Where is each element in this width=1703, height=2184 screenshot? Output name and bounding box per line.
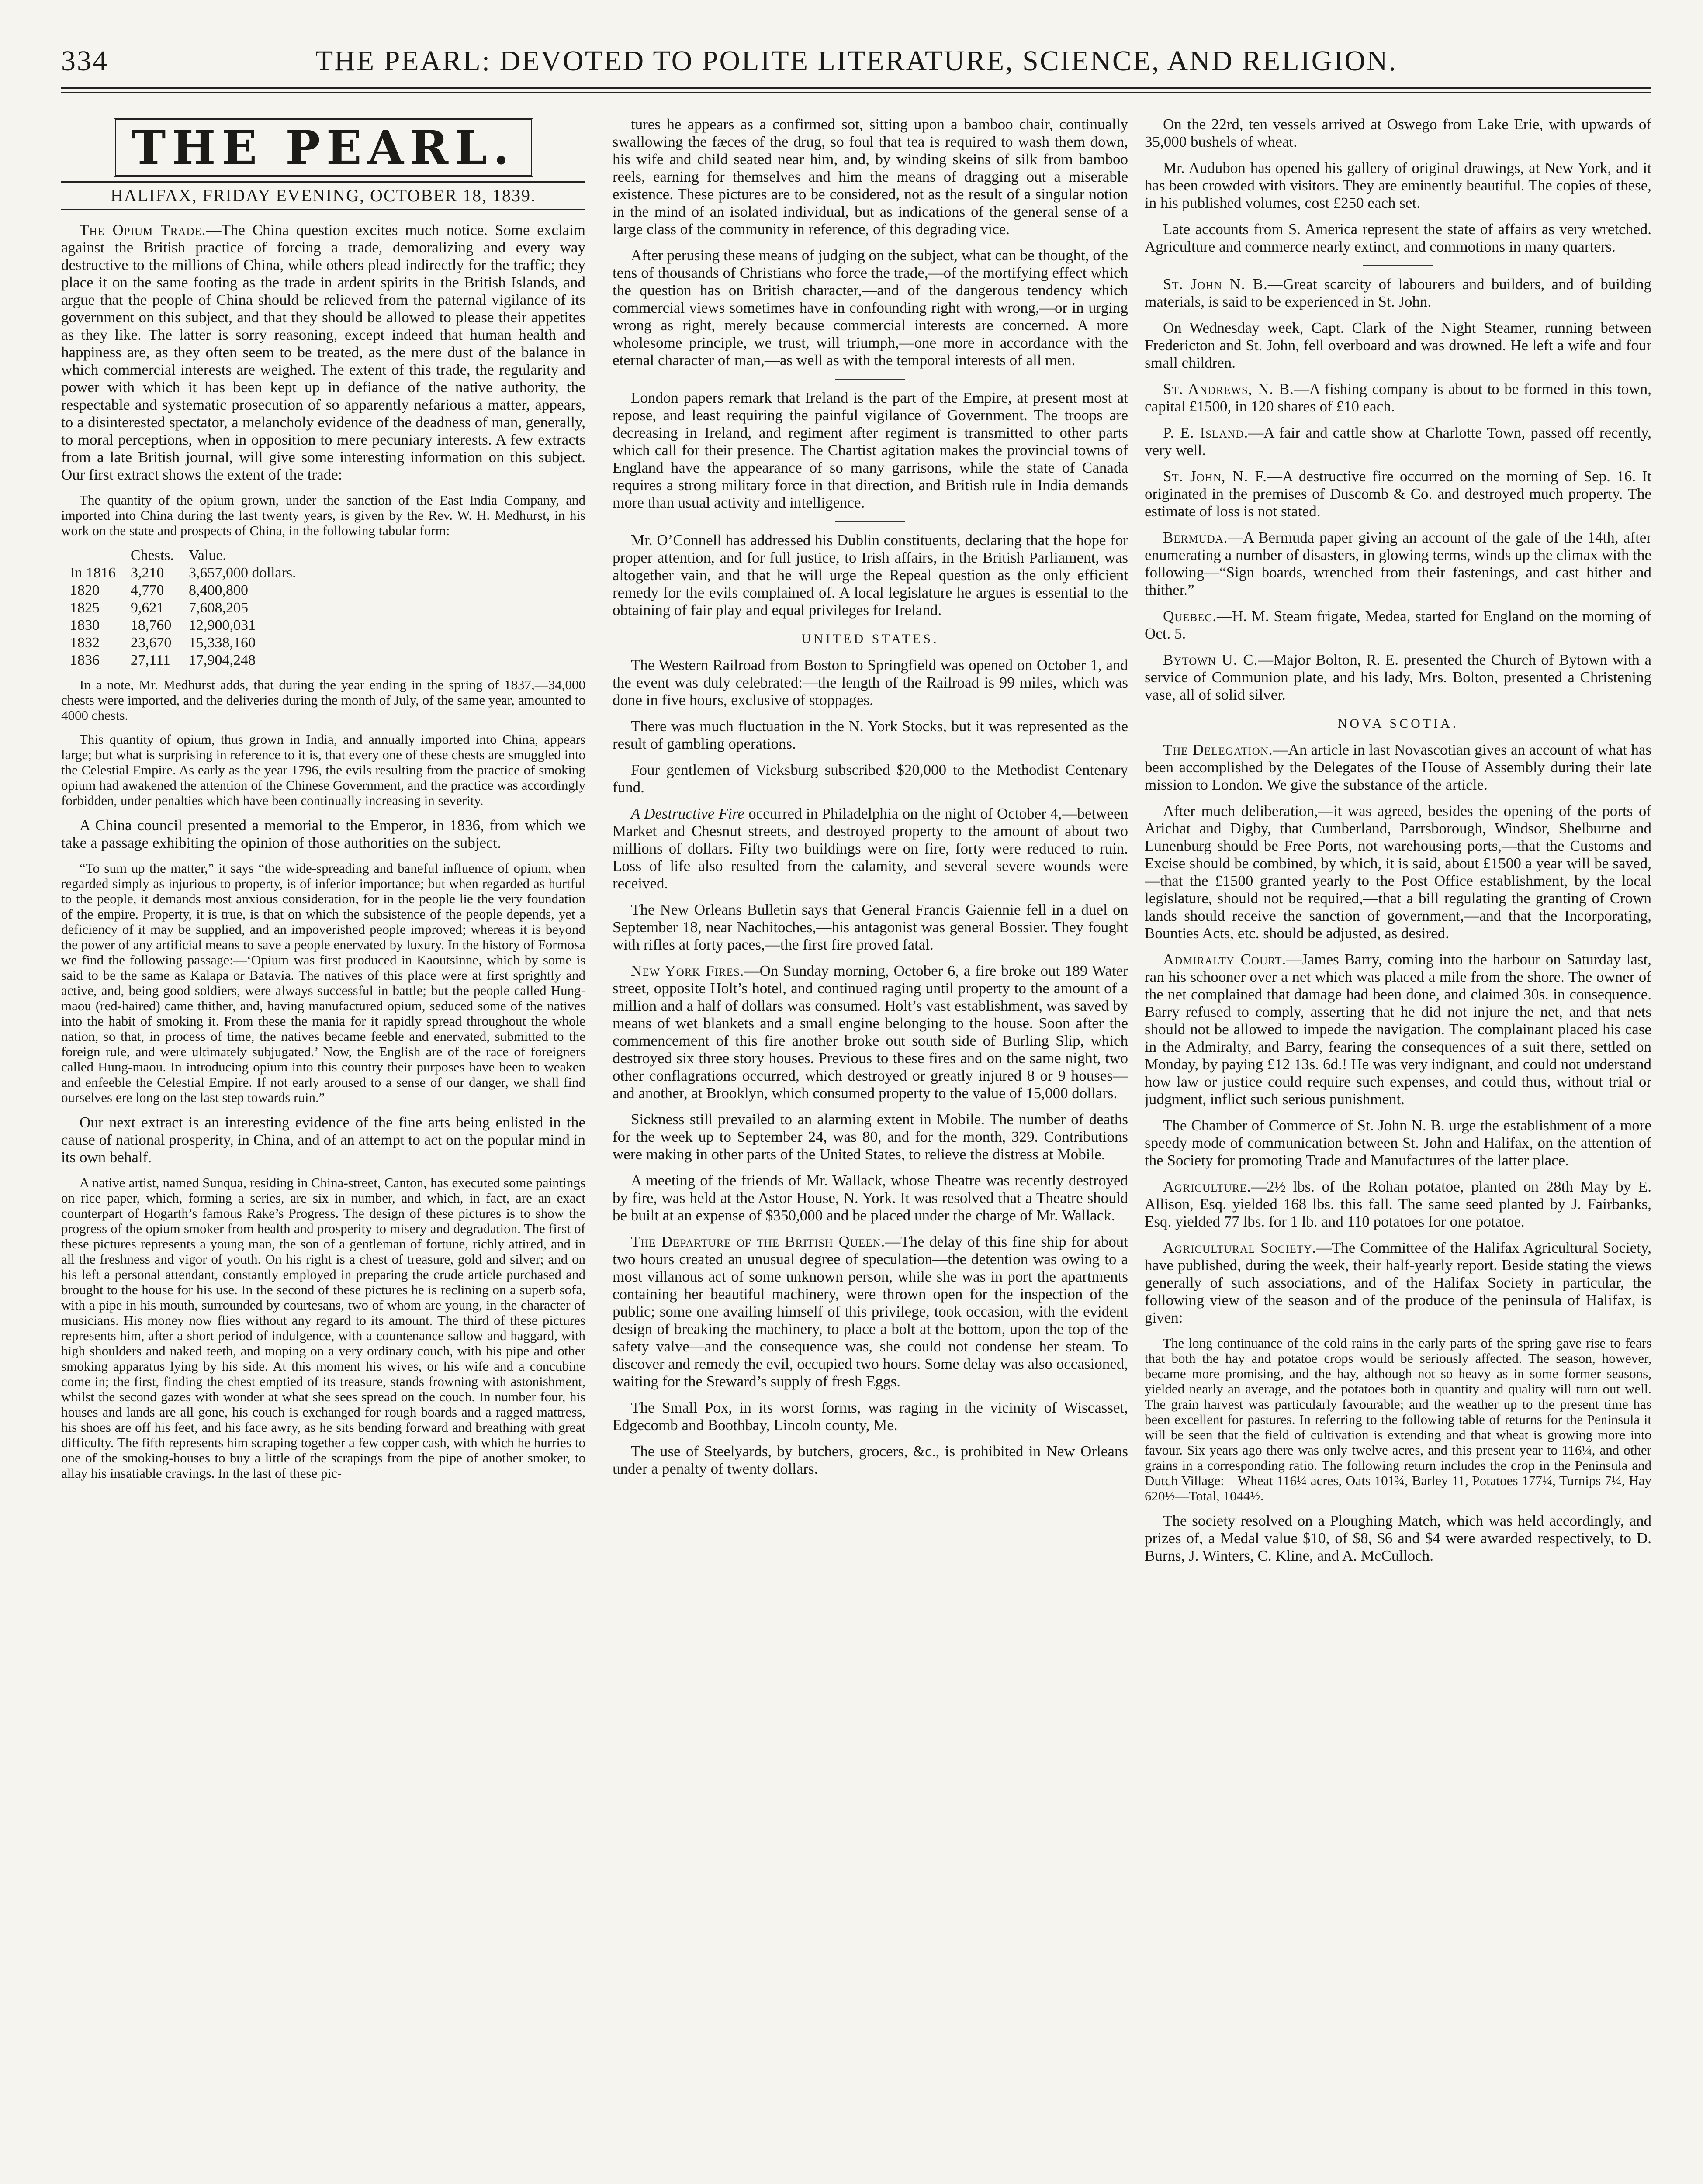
table-cell: 3,210: [130, 565, 164, 581]
article-heading: Quebec.: [1163, 608, 1217, 625]
article-agriculture: [1145, 1178, 1651, 1230]
paragraph: Mr. O’Connell has addressed his Dublin constituents, declaring that the hope for proper attention, and for full justice, to Irish affairs, in the British Parliament, was altogether vain, and that he will urge the Repeal question as the only efficient remedy for the evils complained of. A local legislature he argues is essential to the obtaining of fair play and equal privileges for Ireland.: [613, 532, 1128, 619]
column-3: [1145, 116, 1651, 2184]
paragraph: On Wednesday week, Capt. Clark of the Night Steamer, running between Fredericton and St. John, fell overboard and was drowned. He left a wife and four small children.: [1145, 319, 1651, 371]
paragraph: The Chamber of Commerce of St. John N. B. urge the establishment of a more speedy mode of communication between St. John and Halifax, on the attention of the Society for promoting Trade and Manufactures of the latter place.: [1145, 1117, 1651, 1169]
paragraph: There was much fluctuation in the N. York Stocks, but it was represented as the result of gambling operations.: [613, 718, 1128, 752]
article-text: —A fishing company is about to be formed in this town, capital £1500, in 120 shares of £10 each.: [1145, 380, 1651, 415]
divider: [835, 521, 905, 522]
extract-paragraph: In a note, Mr. Medhurst adds, that during the year ending in the spring of 1837,—34,000 chests were imported, and the deliveries during the month of July, of the same year, amounted to 4000 chests.: [61, 677, 585, 723]
article-heading: The Departure of the British Queen.: [631, 1233, 886, 1250]
extract-paragraph: The quantity of the opium grown, under the sanction of the East India Company, and imported into China during the last twenty years, is given by the Rev. W. H. Medhurst, in his work on the state and prospects of China, in the following tabular form:—: [61, 492, 585, 538]
table-header: Value.: [189, 547, 226, 563]
paragraph: Sickness still prevailed to an alarming extent in Mobile. The number of deaths for the week up to September 24, was 80, and for the month, 329. Contributions were making in other parts of the United States, to relieve the distress at Mobile.: [613, 1111, 1128, 1163]
table-cell: 4,770: [130, 582, 164, 598]
masthead: [61, 119, 585, 176]
column-1: [61, 116, 585, 2184]
article-heading: Admiralty Court.: [1163, 951, 1287, 968]
extract-paragraph: A native artist, named Sunqua, residing in China-street, Canton, has executed some paintings on rice paper, which, forming a series, are six in number, and which, in fact, are an exact counterpart of Hogarth’s famous Rake’s Progress. The design of these pictures is to show the progress of the opium smoker from health and prosperity to misery and degradation. The first of these pictures represents a young man, the son of a gentleman of fortune, richly attired, and in all the freshness and vigor of youth. On his right is a chest of treasure, gold and silver; and on his left a personal attendant, constantly employed in preparing the crude article purchased and brought to the house for his use. In the second of these pictures he is reclining on a superb sofa, with a pipe in his mouth, surrounded by courtesans, two of whom are young, in the character of musicians. His money now flies without any regard to its amount. The third of these pictures represents him, after a short period of indulgence, with a countenance sallow and haggard, with high shoulders and naked teeth, and moping on a very ordinary couch, with his pipe and other smoking apparatus lying by his side. At this moment his wives, or his wife and a concubine come in; the first, finding the chest emptied of its treasure, stands frowning with astonishment, whilst the second gazes with wonder at what she sees spread on the couch. In number four, his houses and lands are all gone, his couch is exchanged for rough boards and a ragged mattress, his shoes are off his feet, and his face awry, as he sits bending forward and breathing with great difficulty. The fifth represents him scraping together a few copper cash, with which he hurries to one of the smoking-houses to buy a little of the scrapings from the pipe of another smoker, to allay his insatiable cravings. In the last of these pic-: [61, 1175, 585, 1481]
table-cell: In 1816: [70, 565, 116, 581]
column-2: [613, 116, 1128, 2184]
extract-paragraph: This quantity of opium, thus grown in India, and annually imported into China, appears large; but what is surprising in reference to it is, that every one of these chests are smuggled into the Celestial Empire. As early as the year 1796, the evils resulting from the practice of smoking opium had awakened the attention of the Chinese Government, and the practice was accordingly forbidden, under penalties which have been continually increasing in severity.: [61, 732, 585, 808]
table-row: [70, 599, 311, 617]
paragraph: Mr. Audubon has opened his gallery of original drawings, at New York, and it has been crowded with visitors. They are eminently beautiful. The copies of these, in his published volumes, cost £250 each set.: [1145, 159, 1651, 211]
article-delegation: [1145, 741, 1651, 794]
table-cell: 3,657,000 dollars.: [189, 565, 296, 581]
table-cell: 1836: [70, 652, 100, 668]
article-heading: St. Andrews, N. B.: [1163, 380, 1294, 397]
table-cell: 8,400,800: [189, 582, 249, 598]
article-text: —H. M. Steam frigate, Medea, started for England on the morning of Oct. 5.: [1145, 608, 1651, 642]
paragraph: After perusing these means of judging on the subject, what can be thought, of the tens of thousands of Christians who force the trade,—of the mortifying effect which the question has on British character,—and of the dangerous tendency which commercial views sometimes have in confounding right with wrong,—or in urging wrong as right, merely because commercial interests are concerned. A more wholesome principle, we trust, will triumph,—one more in accordance with the eternal character of man,—as well as with the temporal interests of all men.: [613, 247, 1128, 369]
divider: [835, 379, 905, 380]
article-heading: Agriculture.: [1163, 1178, 1252, 1195]
article-bermuda: [1145, 529, 1651, 599]
article-text: —The China question excites much notice. Some exclaim against the British practice of forcing a trade, demoralizing and every way destructive to the millions of China, while others plead indirectly for the traffic; they place it on the same footing as the trade in ardent spirits in the British Islands, and argue that the people of China should be relieved from the paternal vigilance of its government on this subject, and that they should be allowed to please their appetites as they like. The latter is sorry reasoning, except indeed that human health and happiness are, as they often seem to be treated, as the mere dust of the balance in which commercial interests are weighed. The extent of this trade, the regularity and power with which it has been kept up in defiance of the native authority, the respectable and systematic prosecution of so apparently nefarious a matter, appears, to a disinterested spectator, a melancholy evidence of the deadness of man, generally, to moral perceptions, when in opposition to mere pecuniary interests. A few extracts from a late British journal, will give some interesting information on this subject. Our first extract shows the extent of the trade:: [61, 221, 585, 483]
article-text: —The Committee of the Halifax Agricultural Society, have published, during the week, their half-yearly report. Beside stating the views generally of such associations, and of the Halifax Society in particular, the following view of the season and of the produce of the peninsula of Halifax, is given:: [1145, 1239, 1651, 1326]
table-header: [70, 547, 131, 564]
article-heading: New York Fires.: [631, 962, 744, 979]
table-cell: 18,760: [130, 617, 172, 633]
paragraph: Four gentlemen of Vicksburg subscribed $20,000 to the Methodist Centenary fund.: [613, 761, 1128, 796]
table-cell: 7,608,205: [189, 600, 249, 616]
article-text: —James Barry, coming into the harbour on Saturday last, ran his schooner over a net which was placed a mile from the shore. The owner of the net complained that damage had been done, and claimed 30s. in consequence. Barry refused to comply, asserting that he did not injure the net, and that nets should not be allowed to impede the navigation. The complainant placed his case in the Admiralty, and Barry, fearing the consequences of a suit there, settled on Monday, by paying £12 13s. 6d.! He was very indignant, and could not understand how law or justice could require such expenses, and could thus, without trial or judgment, inflict such serious punishment.: [1145, 951, 1651, 1108]
article-st-john-nb: [1145, 276, 1651, 311]
running-head: [61, 37, 1651, 85]
article-admiralty-court: [1145, 951, 1651, 1108]
opium-table: [70, 547, 311, 669]
dateline: HALIFAX, FRIDAY EVENING, OCTOBER 18, 1839.: [61, 181, 585, 210]
article-text: —Major Bolton, R. E. presented the Church of Bytown with a service of Communion plate, and his lady, Mrs. Bolton, presented a Christening vase, all of solid silver.: [1145, 651, 1651, 703]
article-heading: Agricultural Society.: [1163, 1239, 1316, 1256]
section-heading: UNITED STATES.: [801, 632, 939, 646]
article-heading: The Opium Trade.: [80, 221, 206, 238]
article-st-andrews: [1145, 380, 1651, 415]
table-cell: 1820: [70, 582, 100, 598]
article-st-john-nf: [1145, 468, 1651, 520]
table-row: [70, 634, 311, 652]
head-rule-top: [61, 87, 1651, 89]
head-rule-bottom: [61, 92, 1651, 93]
article-heading: The Delegation.: [1163, 741, 1273, 758]
article-text: —A Bermuda paper giving an account of the gale of the 14th, after enumerating a number of disasters, in glowing terms, winds up the climax with the following—“Sign boards, wrenched from their fastenings, and cast hither and thither.”: [1145, 529, 1651, 598]
paragraph: A China council presented a memorial to the Emperor, in 1836, from which we take a passage exhibiting the opinion of those authorities on the subject.: [61, 817, 585, 851]
article-agricultural-society: [1145, 1239, 1651, 1327]
paragraph: tures he appears as a confirmed sot, sitting upon a bamboo chair, continually swallowing the fæces of the drug, so foul that tea is required to wash them down, his wife and child seated near him, and, by winding skeins of silk from bamboo reels, earning for themselves and him the means of dragging out a miserable existence. These pictures are to be considered, not as the result of a singular notion in the mind of an isolated individual, but as indications of the general sense of a large class of the community in reference, of this degrading vice.: [613, 116, 1128, 238]
article-new-york-fires: [613, 962, 1128, 1102]
table-cell: 1825: [70, 600, 100, 616]
table-row: [70, 564, 311, 582]
paragraph: The use of Steelyards, by butchers, grocers, &c., is prohibited in New Orleans under a penalty of twenty dollars.: [613, 1443, 1128, 1477]
divider: [1363, 265, 1433, 266]
table-cell: 12,900,031: [189, 617, 256, 633]
table-cell: 9,621: [130, 600, 164, 616]
paragraph: After much deliberation,—it was agreed, besides the opening of the ports of Arichat and Digby, that Cumberland, Parrsborough, Windsor, Shelburne and Lunenburg should be Free Ports, not warehousing ports,—that the Customs and Excise should be combined, by which, it is said, about £1500 a year will be saved,—that the £1500 granted yearly to the Post Office establishment, by the local legislature, should not be required,—that a bill regulating the granting of Crown lands should receive the sanction of government,—and that the Incorporating, Bounties Acts, etc. should be adjusted, as desired.: [1145, 802, 1651, 942]
paragraph: The New Orleans Bulletin says that General Francis Gaiennie fell in a duel on September 18, near Nachitoches,—his antagonist was general Bossier. They fought with rifles at forty paces,—the first fire proved fatal.: [613, 901, 1128, 953]
paragraph: The Western Railroad from Boston to Springfield was opened on October 1, and the event was duly celebrated:—the length of the Railroad is 99 miles, which was done in five hours, exclusive of stoppages.: [613, 657, 1128, 708]
paragraph: London papers remark that Ireland is the part of the Empire, at present most at repose, and least requiring the painful vigilance of Government. The troops are decreasing in Ireland, and regiment after regiment is transmitted to other parts which call for their presence. The Chartist agitation makes the provincial towns of England have the appearance of so many garrisons, while the state of Canada requires a strong military force in that direction, and British rule in India demands more than usual activity and intelligence.: [613, 389, 1128, 511]
table-row: [70, 617, 311, 634]
article-heading: A Destructive Fire: [631, 805, 744, 822]
article-text: —Great scarcity of labourers and builders, and of building materials, is said to be experienced in St. John.: [1145, 276, 1651, 310]
article-text: —A destructive fire occurred on the morning of Sep. 16. It originated in the premises of Duscomb & Co. and destroyed much property. The estimate of loss is not stated.: [1145, 468, 1651, 520]
paragraph: The society resolved on a Ploughing Match, which was held accordingly, and prizes of, a Medal value $10, of $8, $6 and $4 were awarded respectively, to D. Burns, J. Winters, C. Kline, and A. McCulloch.: [1145, 1512, 1651, 1564]
article-opium-trade: [61, 221, 585, 484]
article-pe-island: [1145, 424, 1651, 459]
paragraph: On the 22rd, ten vessels arrived at Oswego from Lake Erie, with upwards of 35,000 bushels of wheat.: [1145, 116, 1651, 150]
article-heading: St. John N. B.: [1163, 276, 1268, 293]
article-bytown: [1145, 651, 1651, 704]
paragraph: Our next extract is an interesting evidence of the fine arts being enlisted in the cause of national prosperity, in China, and of an attempt to act on the popular mind in its own behalf.: [61, 1114, 585, 1166]
masthead-title: THE PEARL.: [114, 118, 533, 177]
table-cell: 1832: [70, 635, 100, 651]
article-heading: Bermuda.: [1163, 529, 1228, 546]
table-header: Chests.: [130, 547, 174, 563]
table-cell: 1830: [70, 617, 100, 633]
table-cell: 27,111: [130, 652, 170, 668]
table-row: [70, 582, 311, 599]
article-text: —On Sunday morning, October 6, a fire broke out 189 Water street, opposite Holt’s hotel, and continued raging until property to the amount of a million and a half of dollars was consumed. Holt’s vast establishment, was saved by means of wet blankets and a small engine belonging to the house. Soon after the commencement of this fire another broke out south side of Burling Slip, which destroyed six three story houses. Previous to these fires and on the same night, two other conflagrations occurred, which destroyed or greatly injured 8 or 9 houses—and another, at Brooklyn, which consumed property to the value of 15,000 dollars.: [613, 962, 1128, 1102]
running-head-title: THE PEARL: DEVOTED TO POLITE LITERATURE, SCIENCE, AND RELIGION.: [315, 45, 1398, 77]
section-heading: NOVA SCOTIA.: [1337, 716, 1459, 731]
article-british-queen: [613, 1233, 1128, 1390]
article-text: —An article in last Novascotian gives an account of what has been accomplished by the Delegates of the House of Assembly during their late mission to London. We give the substance of the article.: [1145, 741, 1651, 793]
article-quebec: [1145, 608, 1651, 643]
article-text: —The delay of this fine ship for about two hours created an unusual degree of speculation—the detention was owing to a most villanous act of some unknown person, while she was in port the apartments containing her beautiful machinery, were thrown open for the inspection of the public; some one availing himself of this privilege, took occasion, with the evident design of breaking the machinery, to place a bolt at the bottom, upon the top of the safety valve—and the consequence was, she could not condense her steam. To discover and remedy the evil, occupied two hours. Some delay was also occasioned, waiting for the Steward’s supply of fresh Eggs.: [613, 1233, 1128, 1390]
extract-paragraph: The long continuance of the cold rains in the early parts of the spring gave rise to fears that both the hay and potatoe crops would be seriously affected. The season, however, became more promising, and the hay, although not so heavy as in some former seasons, yielded nearly an average, and the potatoes both in quantity and quality will turn out well. The grain harvest was particularly favourable; and the weather up to the present time has been excellent for pastures. In referring to the following table of returns for the Peninsula it will be seen that the field of cultivation is extending and that wheat is growing more into favour. Six years ago there was only twelve acres, and this present year to 116¼, and other grains in a corresponding ratio. The following return includes the crop in the Peninsula and Dutch Village:—Wheat 116¼ acres, Oats 101¾, Barley 11, Potatoes 177¼, Turnips 7¼, Hay 620½—Total, 1044½.: [1145, 1335, 1651, 1503]
article-heading: P. E. Island.: [1163, 424, 1249, 441]
article-heading: St. John, N. F.: [1163, 468, 1267, 485]
column-rule-2: [1135, 114, 1136, 2184]
table-row: [70, 652, 311, 669]
column-rule-1: [599, 114, 600, 2184]
article-destructive-fire: [613, 805, 1128, 892]
article-heading: Bytown U. C.: [1163, 651, 1258, 668]
paragraph: Late accounts from S. America represent the state of affairs as very wretched. Agriculture and commerce nearly extinct, and commotions in many quarters.: [1145, 221, 1651, 255]
table-header-row: [70, 547, 311, 564]
extract-paragraph: “To sum up the matter,” it says “the wide-spreading and baneful influence of opium, when regarded simply as injurious to property, is of inferior importance; but when regarded as hurtful to the people, it demands most anxious consideration, for in the people lie the very foundation of the empire. Property, it is true, is that on which the subsistence of the people depends, yet a deficiency of it may be supplied, and an impoverished people improved; whereas it is beyond the power of any artificial means to save a people enervated by luxury. In the history of Formosa we find the following passage:—‘Opium was first produced in Kaoutsinne, which by some is said to be the same as Kalapa or Batavia. The natives of this place were at first sprightly and active, and, being good soldiers, were always successful in battle; but the people called Hung-maou (red-haired) came thither, and, having manufactured opium, seduced some of the natives into the habit of smoking it. From these the mania for it rapidly spread throughout the whole nation, so that, in process of time, the natives became feeble and enervated, submitted to the foreign rule, and were ultimately subjugated.’ Now, the English are of the race of foreigners called Hung-maou. In introducing opium into this country their purposes have been to weaken and enfeeble the Celestial Empire. If not early aroused to a sense of our danger, we shall find ourselves ere long on the last step towards ruin.”: [61, 860, 585, 1105]
table-cell: 15,338,160: [189, 635, 256, 651]
article-text: —2½ lbs. of the Rohan potatoe, planted on 28th May by E. Allison, Esq. yielded 168 lbs. this fall. The same seed planted by J. Fairbanks, Esq. yielded 77 lbs. for 1 lb. and 110 potatoes for one potatoe.: [1145, 1178, 1651, 1230]
table-cell: 23,670: [130, 635, 172, 651]
paragraph: The Small Pox, in its worst forms, was raging in the vicinity of Wiscasset, Edgecomb and Boothbay, Lincoln county, Me.: [613, 1399, 1128, 1434]
article-text: —A fair and cattle show at Charlotte Town, passed off recently, very well.: [1145, 424, 1651, 459]
paragraph: A meeting of the friends of Mr. Wallack, whose Theatre was recently destroyed by fire, was held at the Astor House, N. York. It was resolved that a Theatre should be built at an expense of $350,000 and be placed under the charge of Mr. Wallack.: [613, 1172, 1128, 1224]
table-cell: 17,904,248: [189, 652, 256, 668]
article-text: occurred in Philadelphia on the night of October 4,—between Market and Chesnut streets, and destroyed property to the amount of about two millions of dollars. Fifty two buildings were on fire, forty were reduced to ruin. Loss of life also resulted from the calamity, and several severe wounds were received.: [613, 805, 1128, 892]
page-number: 334: [61, 45, 108, 77]
